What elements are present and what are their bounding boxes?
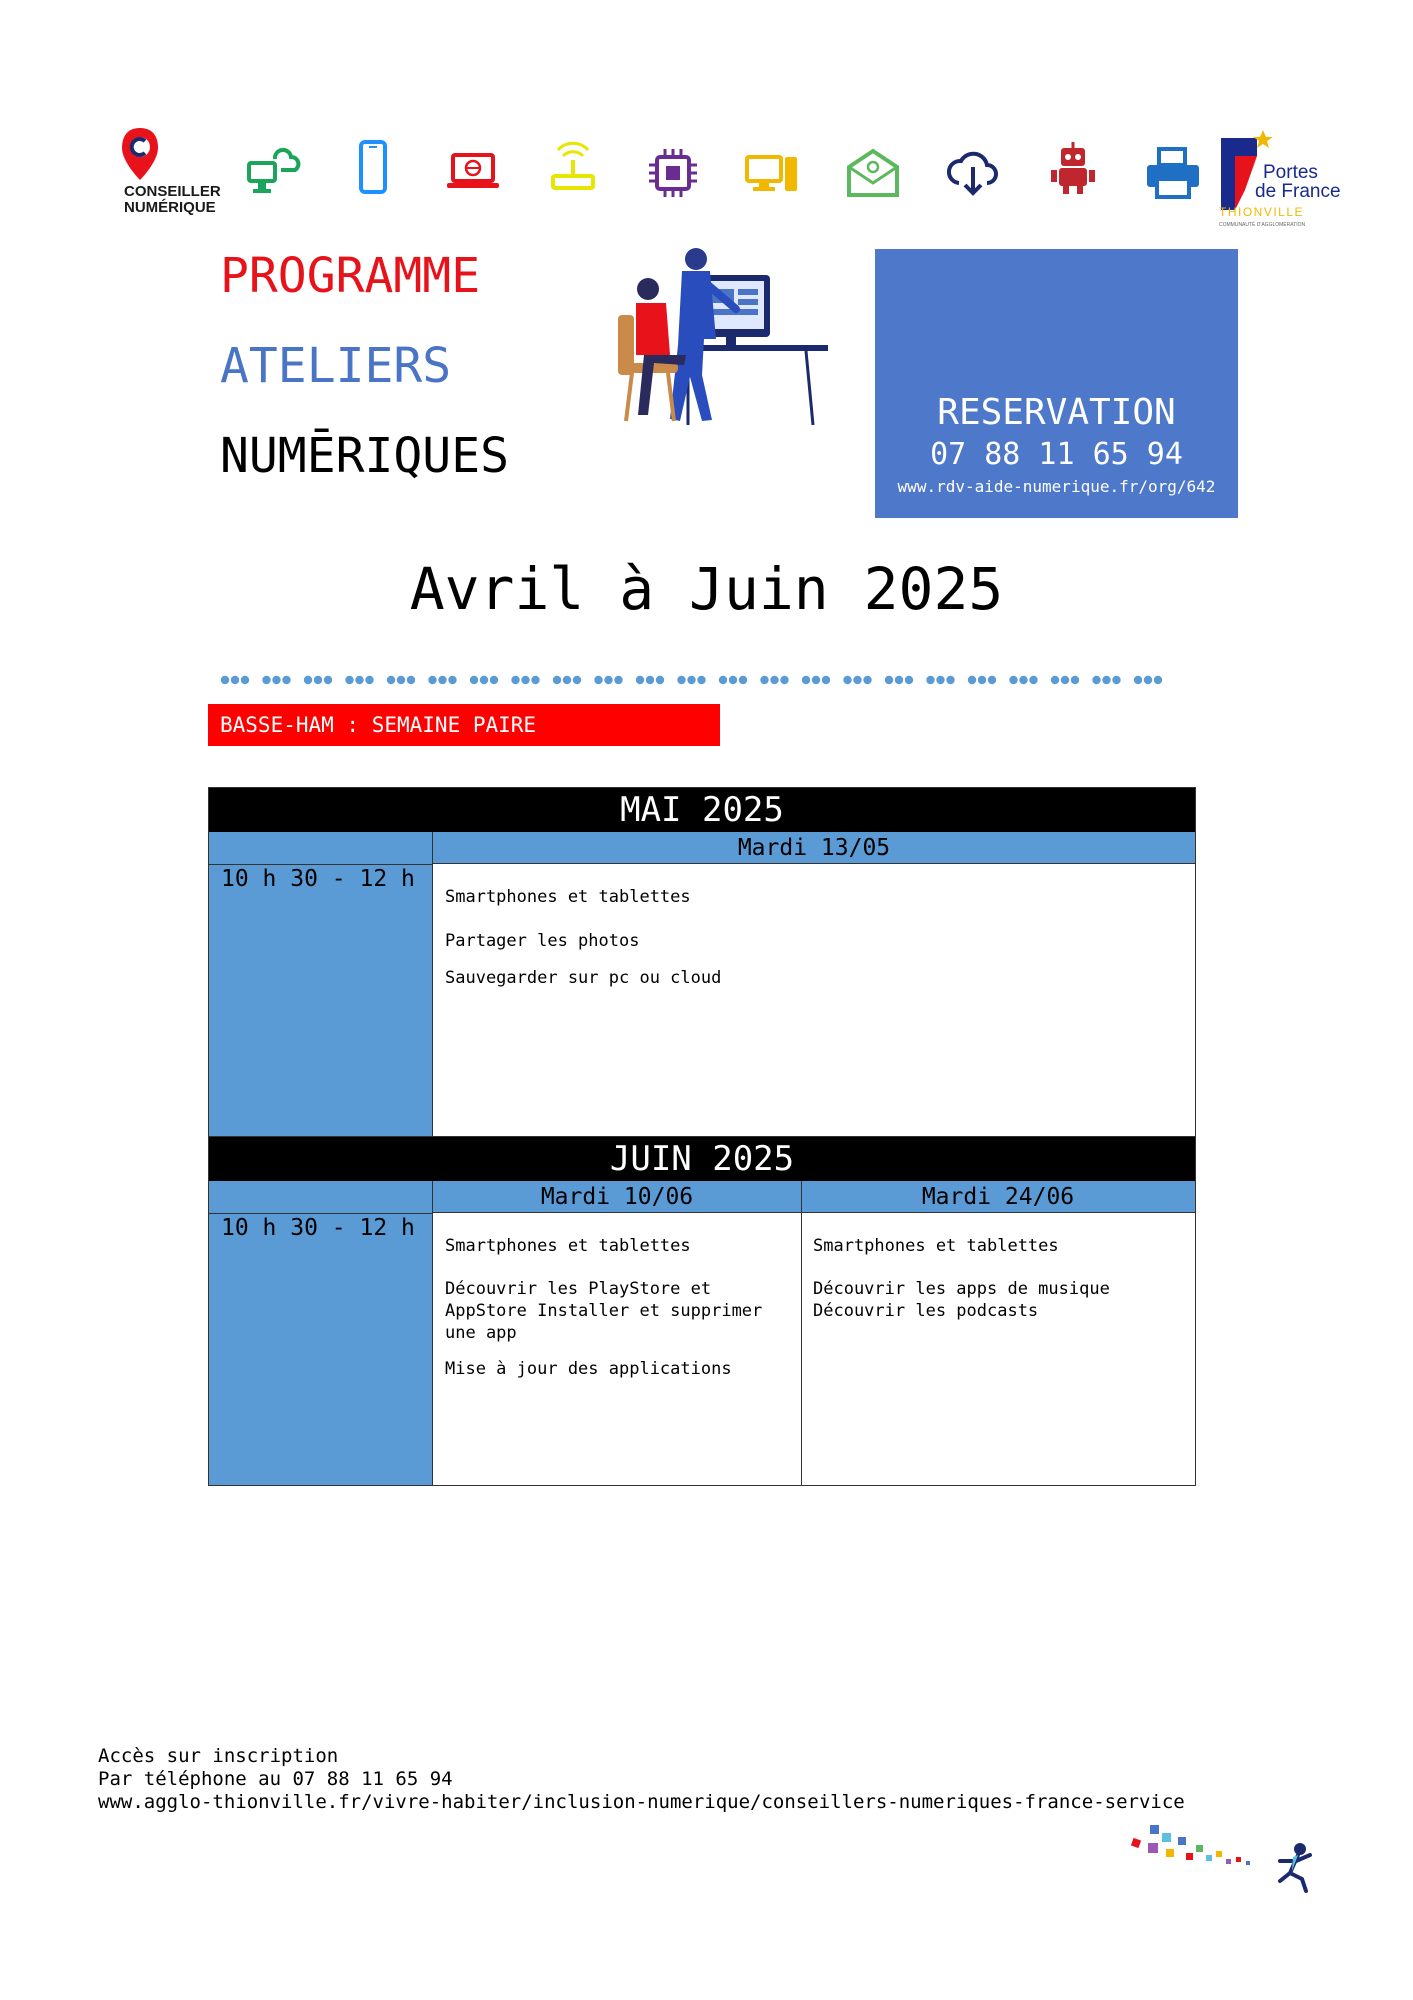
svg-text:Portes: Portes — [1263, 162, 1318, 183]
separator-dot — [926, 676, 934, 684]
separator-dot — [697, 676, 705, 684]
workshop-item: Partager les photos — [445, 931, 640, 951]
separator-dot — [407, 676, 415, 684]
separator-dot — [802, 676, 810, 684]
separator-dot — [636, 676, 644, 684]
separator-dot — [853, 676, 861, 684]
computer-cloud-icon — [245, 145, 301, 201]
separator-dot — [397, 676, 405, 684]
title-programme: PROGRAMME — [220, 248, 481, 304]
separator-dot — [863, 676, 871, 684]
footer-info — [98, 1745, 1185, 1814]
reservation-label: RESERVATION — [937, 392, 1176, 433]
separator-dot — [1144, 676, 1152, 684]
separator-dot — [324, 676, 332, 684]
separator-dot — [221, 676, 229, 684]
separator-dot — [1071, 676, 1079, 684]
month-header: MAI 2025 — [209, 788, 1195, 832]
separator-dot — [304, 676, 312, 684]
separator-dot — [905, 676, 913, 684]
separator-dot — [739, 676, 747, 684]
separator-dot — [604, 676, 612, 684]
footer-registration: Accès sur inscription — [98, 1745, 339, 1767]
smartphone-icon — [345, 140, 401, 196]
separator-dot — [843, 676, 851, 684]
running-person-illustration — [1130, 1815, 1330, 1895]
separator-dot — [780, 676, 788, 684]
row-divider — [209, 1213, 433, 1214]
separator-dot — [262, 676, 270, 684]
desktop-icon — [745, 145, 801, 201]
schedule-table-june — [208, 1136, 1196, 1486]
separator-dot — [511, 676, 519, 684]
workshop-item: Découvrir les PlayStore et AppStore Installer et supprimer une app — [445, 1279, 763, 1343]
separator-dot — [272, 676, 280, 684]
title-ateliers: ATELIERS — [220, 338, 452, 394]
separator-dot — [978, 676, 986, 684]
separator-dot — [438, 676, 446, 684]
email-icon — [845, 145, 901, 201]
reservation-url[interactable]: www.rdv-aide-numerique.fr/org/642 — [897, 477, 1216, 496]
separator-dot — [968, 676, 976, 684]
separator-dot — [282, 676, 290, 684]
separator-dot — [594, 676, 602, 684]
separator-dot — [812, 676, 820, 684]
reservation-box — [875, 249, 1238, 518]
separator-dot — [480, 676, 488, 684]
separator-dot — [1092, 676, 1100, 684]
separator-dot — [656, 676, 664, 684]
separator-dot — [1029, 676, 1037, 684]
separator-dot — [988, 676, 996, 684]
workshop-item: Découvrir les apps de musique — [813, 1279, 1110, 1299]
portes-de-france-logo — [1215, 130, 1341, 230]
day-header: Mardi 13/05 — [433, 832, 1195, 864]
row-divider — [209, 864, 433, 865]
day-header: Mardi 24/06 — [801, 1181, 1195, 1213]
separator-dot — [1154, 676, 1162, 684]
workshop-item: Smartphones et tablettes — [445, 887, 691, 907]
separator-dot — [490, 676, 498, 684]
title-numeriques: NUMĒRIQUES — [220, 428, 509, 484]
separator-dot — [1102, 676, 1110, 684]
workshop-item: Smartphones et tablettes — [445, 1236, 691, 1256]
location-banner: BASSE-HAM : SEMAINE PAIRE — [208, 704, 720, 746]
separator-dot — [646, 676, 654, 684]
separator-dot — [822, 676, 830, 684]
separator-dot — [531, 676, 539, 684]
month-header: JUIN 2025 — [209, 1137, 1195, 1181]
workshop-item: Sauvegarder sur pc ou cloud — [445, 968, 722, 988]
router-icon — [545, 140, 601, 196]
separator-dot — [387, 676, 395, 684]
separator-dot — [770, 676, 778, 684]
separator-dot — [614, 676, 622, 684]
separator-dot — [553, 676, 561, 684]
separator-dot — [241, 676, 249, 684]
dotted-separator — [220, 673, 1170, 687]
chip-icon — [645, 145, 701, 201]
cloud-download-icon — [945, 145, 1001, 201]
separator-dot — [1051, 676, 1059, 684]
separator-dot — [1134, 676, 1142, 684]
separator-dot — [946, 676, 954, 684]
separator-dot — [895, 676, 903, 684]
separator-dot — [885, 676, 893, 684]
separator-dot — [231, 676, 239, 684]
separator-dot — [428, 676, 436, 684]
separator-dot — [687, 676, 695, 684]
separator-dot — [521, 676, 529, 684]
laptop-icon — [445, 145, 501, 201]
robot-icon — [1045, 140, 1101, 196]
separator-dot — [936, 676, 944, 684]
separator-dot — [563, 676, 571, 684]
separator-dot — [345, 676, 353, 684]
separator-dot — [1019, 676, 1027, 684]
separator-dot — [719, 676, 727, 684]
separator-dot — [1112, 676, 1120, 684]
separator-dot — [448, 676, 456, 684]
people-at-computer-illustration — [608, 245, 828, 430]
workshop-item: Smartphones et tablettes — [813, 1236, 1059, 1256]
separator-dot — [1009, 676, 1017, 684]
separator-dot — [355, 676, 363, 684]
reservation-phone[interactable]: 07 88 11 65 94 — [930, 437, 1183, 472]
separator-dot — [573, 676, 581, 684]
separator-dot — [677, 676, 685, 684]
workshop-item: Mise à jour des applications — [445, 1359, 732, 1379]
workshop-item: Découvrir les podcasts — [813, 1301, 1039, 1321]
period-title: Avril à Juin 2025 — [409, 555, 1004, 623]
separator-dot — [314, 676, 322, 684]
separator-dot — [1061, 676, 1069, 684]
separator-dot — [760, 676, 768, 684]
svg-text:de France: de France — [1255, 181, 1341, 202]
separator-dot — [365, 676, 373, 684]
time-slot: 10 h 30 - 12 h — [221, 866, 415, 892]
conseiller-numerique-text: CONSEILLER NUMÉRIQUE — [124, 183, 221, 216]
schedule-table-may — [208, 787, 1196, 1137]
time-slot: 10 h 30 - 12 h — [221, 1215, 415, 1241]
day-header: Mardi 10/06 — [433, 1181, 801, 1213]
svg-text:COMMUNAUTÉ D'AGGLOMÉRATION: COMMUNAUTÉ D'AGGLOMÉRATION — [1219, 222, 1306, 228]
separator-dot — [729, 676, 737, 684]
column-divider — [801, 1181, 802, 1485]
printer-icon — [1145, 145, 1201, 201]
footer-phone[interactable]: Par téléphone au 07 88 11 65 94 — [98, 1768, 453, 1790]
svg-text:THIONVILLE: THIONVILLE — [1219, 205, 1305, 219]
separator-dot — [470, 676, 478, 684]
footer-url[interactable]: www.agglo-thionville.fr/vivre-habiter/inclusion-numerique/conseillers-numeriques-france-service — [98, 1791, 1185, 1813]
